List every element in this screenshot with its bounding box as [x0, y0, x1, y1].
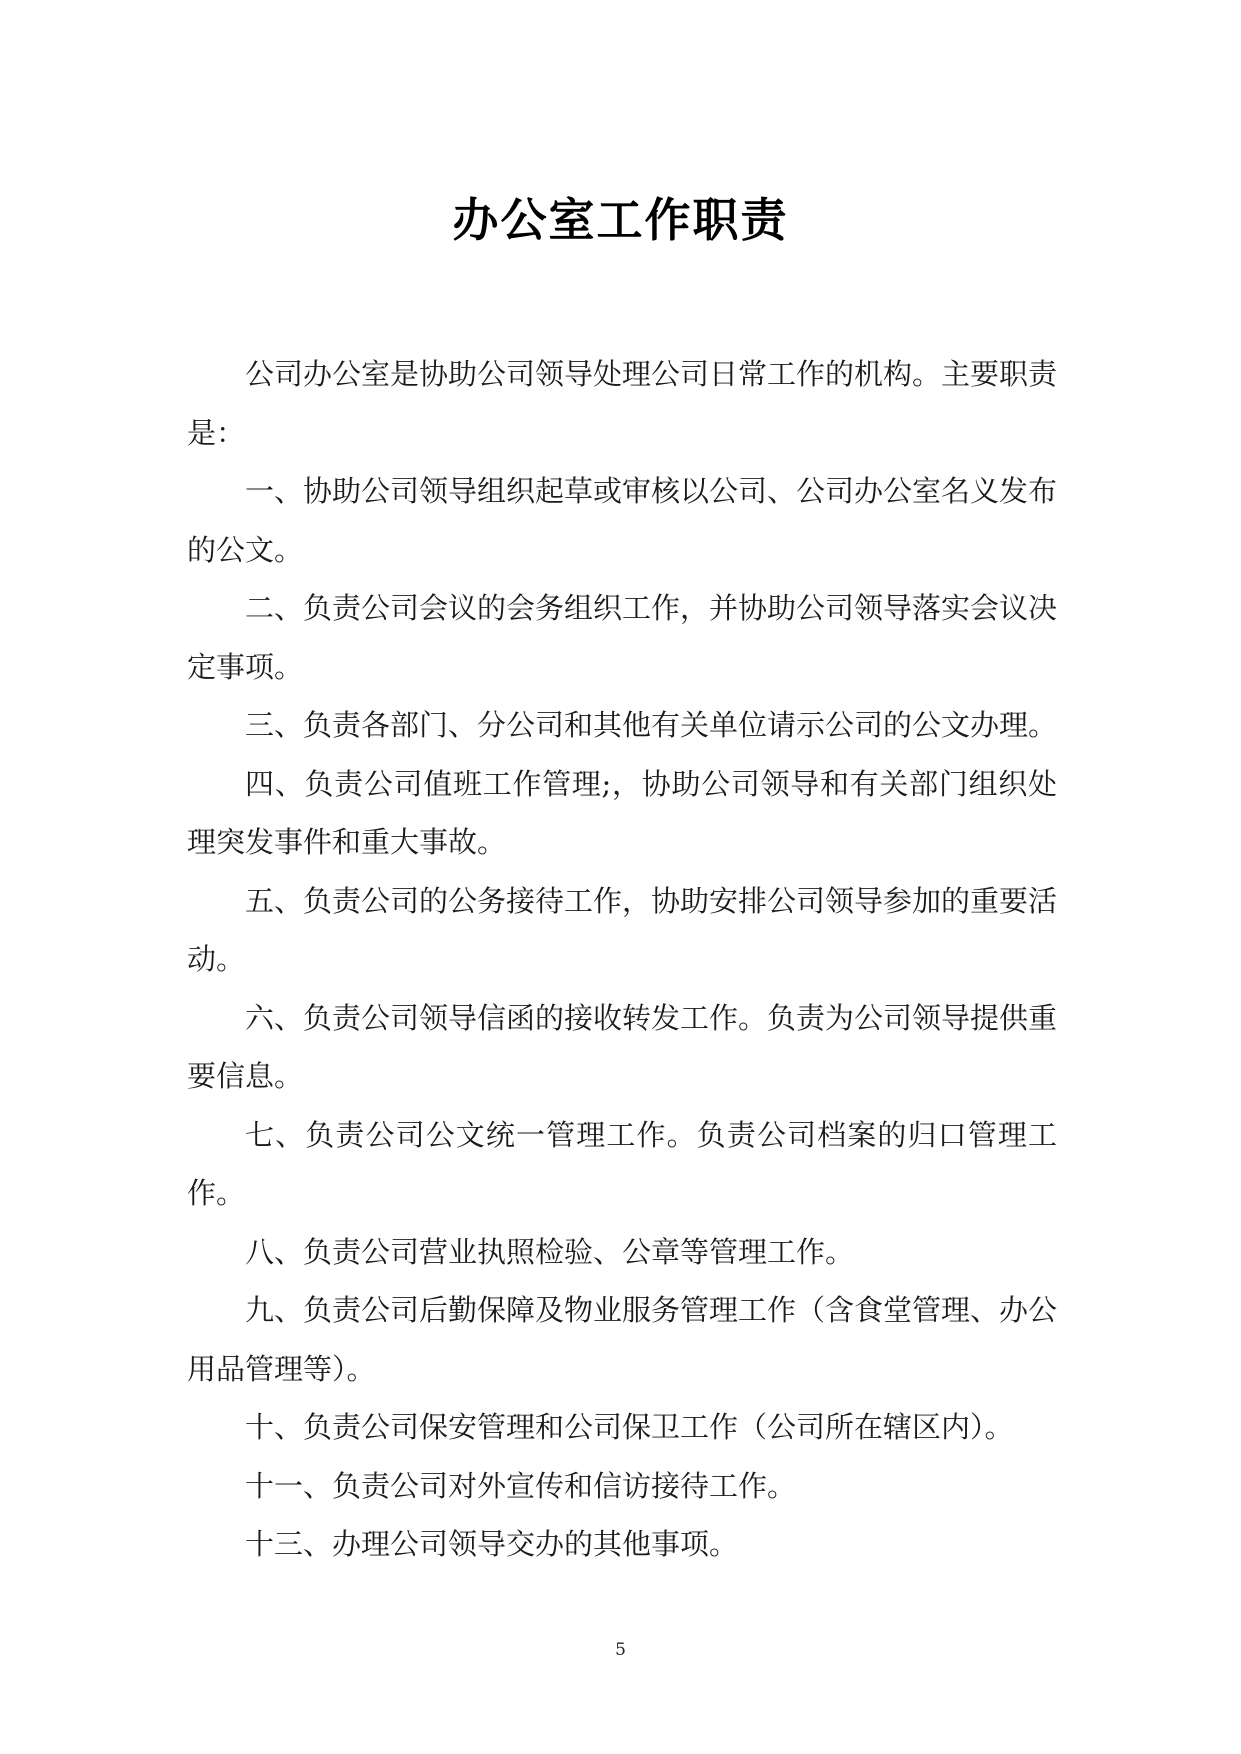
- intro-paragraph: 公司办公室是协助公司领导处理公司日常工作的机构。主要职责是：: [187, 357, 1058, 450]
- document-body: [187, 345, 1057, 1574]
- duty-item-5: 五、负责公司的公务接待工作，协助安排公司领导参加的重要活动。: [187, 883, 1058, 976]
- duty-item-2: 二、负责公司会议的会务组织工作，并协助公司领导落实会议决定事项。: [187, 591, 1058, 684]
- duty-item-10: 十、负责公司保安管理和公司保卫工作（公司所在辖区内）。: [245, 1410, 1014, 1444]
- duty-item-1: 一、协助公司领导组织起草或审核以公司、公司办公室名义发布的公文。: [187, 474, 1058, 567]
- duty-item-4: 四、负责公司值班工作管理;，协助公司领导和有关部门组织处理突发事件和重大事故。: [187, 766, 1057, 859]
- duty-item-3: 三、负责各部门、分公司和其他有关单位请示公司的公文办理。: [245, 708, 1058, 742]
- duty-item-6: 六、负责公司领导信函的接收转发工作。负责为公司领导提供重要信息。: [187, 1000, 1058, 1093]
- duty-item-9: 九、负责公司后勤保障及物业服务管理工作（含食堂管理、办公用品管理等）。: [187, 1293, 1058, 1386]
- duty-item-13: 十三、办理公司领导交办的其他事项。: [245, 1527, 739, 1561]
- duty-item-11: 十一、负责公司对外宣传和信访接待工作。: [245, 1468, 797, 1503]
- document-title: 办公室工作职责: [452, 193, 789, 247]
- page-number: 5: [615, 1640, 626, 1660]
- duty-item-8: 八、负责公司营业执照检验、公章等管理工作。: [245, 1234, 855, 1269]
- duty-item-7: 七、负责公司公文统一管理工作。负责公司档案的归口管理工作。: [187, 1117, 1057, 1210]
